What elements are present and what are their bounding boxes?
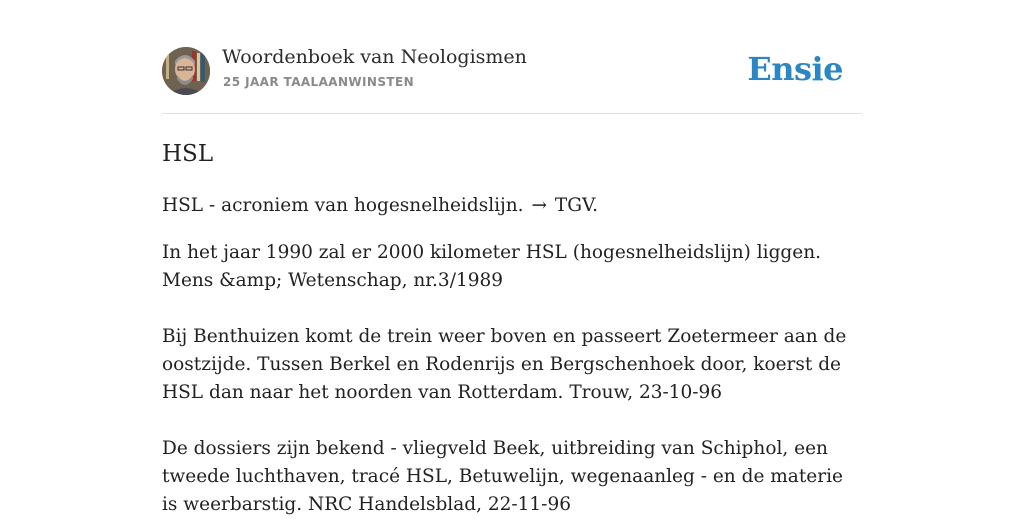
author-avatar[interactable]: [162, 47, 210, 95]
site-title[interactable]: Woordenboek van Neologismen: [222, 46, 527, 68]
site-header: [162, 0, 862, 114]
entry-headword: HSL: [162, 141, 214, 167]
ensie-logo-link[interactable]: Ensie: [747, 50, 843, 88]
see-also-link[interactable]: TGV.: [554, 195, 598, 216]
arrow-right-icon: →: [531, 195, 547, 216]
definition-text: HSL - acroniem van hogesnelheidslijn.: [162, 195, 524, 216]
quote-item: In het jaar 1990 zal er 2000 kilometer HSL (hogesnelheidslijn) liggen. Mens &amp; Wetenschap, nr.3/1989: [162, 242, 822, 291]
quote-item: De dossiers zijn bekend - vliegveld Beek, uitbreiding van Schiphol, een tweede luchthaven, tracé HSL, Betuwelijn, wegenaanleg - en de materie is weerbarstig. NRC Handelsblad, 22-11-96: [162, 438, 843, 515]
site-subtitle: 25 JAAR TAALAANWINSTEN: [223, 75, 415, 89]
quote-item: Bij Benthuizen komt de trein weer boven en passeert Zoetermeer aan de oostzijde. Tussen Berkel en Rodenrijs en Bergschenhoek door, koerst de HSL dan naar het noorden van Rotterdam. Trouw, 23-10-96: [162, 326, 847, 403]
avatar-portrait-icon: [162, 47, 210, 95]
entry-definition: [162, 192, 862, 220]
quote-list: [162, 239, 862, 519]
page: [162, 0, 862, 519]
